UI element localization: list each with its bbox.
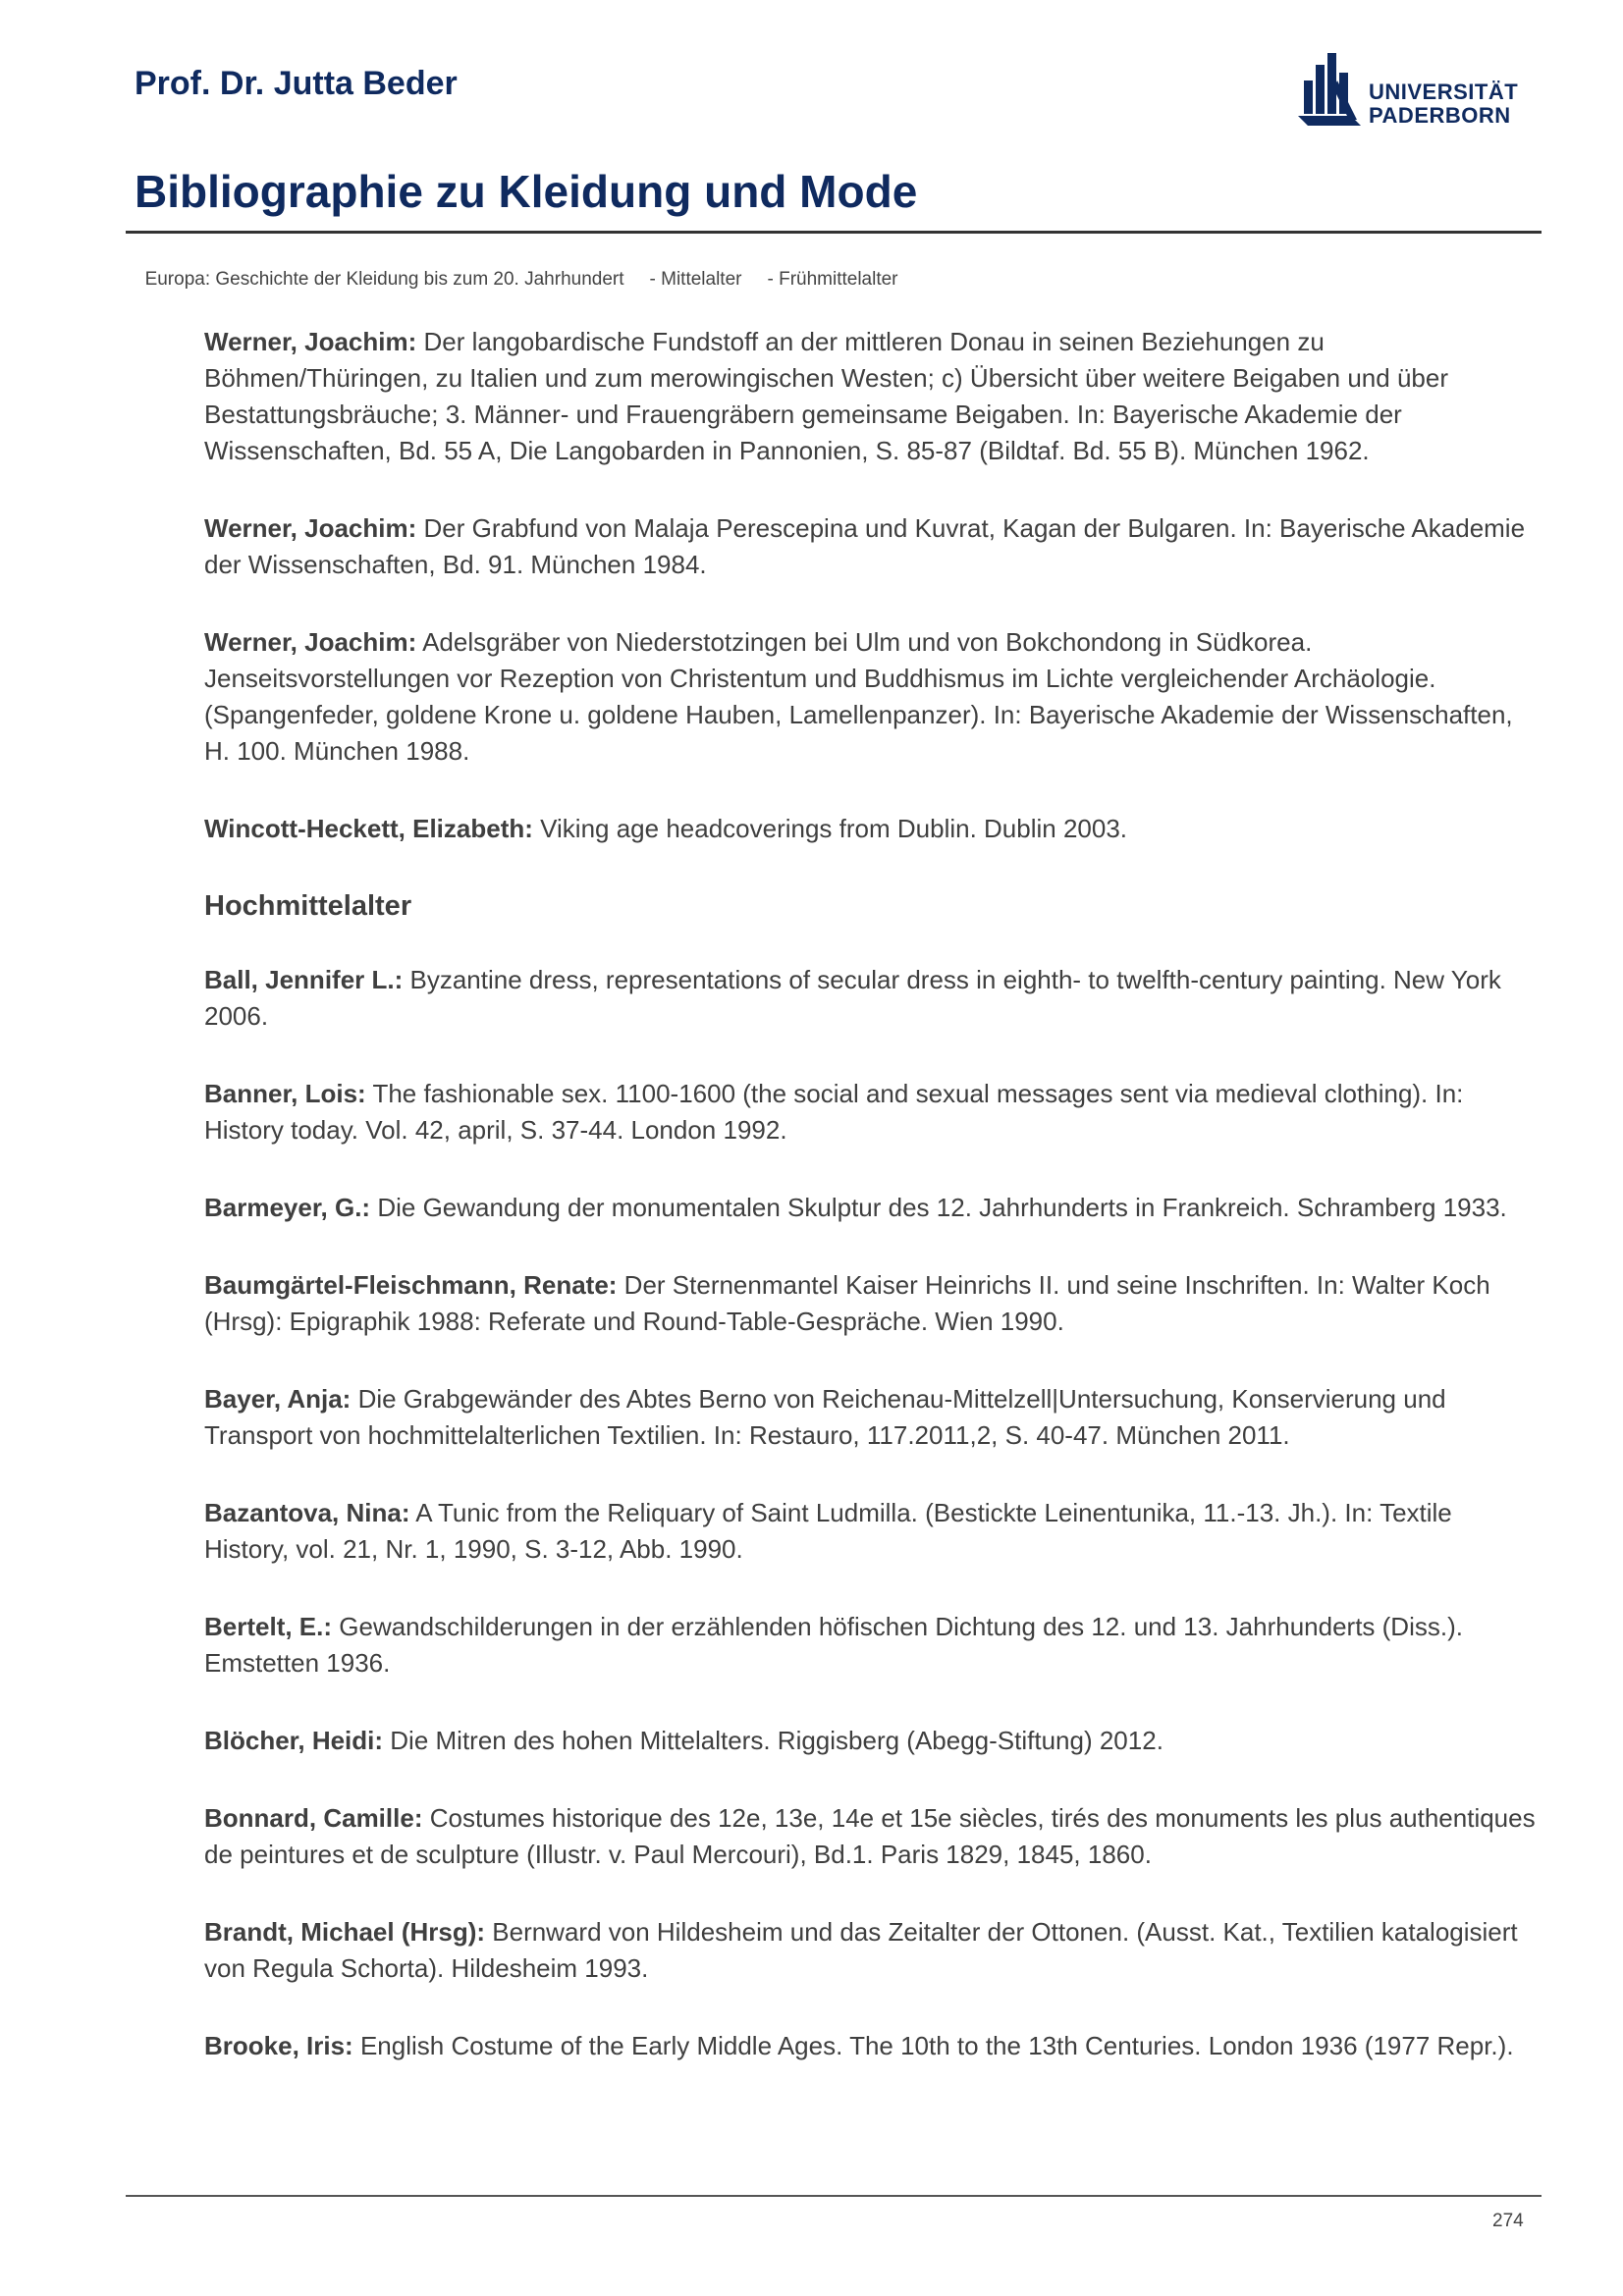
entry-text: Gewandschilderungen in der erzählenden höfischen Dichtung des 12. und 13. Jahrhunderts (Diss.). Emstetten 1936. [204,1612,1463,1678]
entry-author: Barmeyer, G.: [204,1193,371,1222]
entry-text: Die Mitren des hohen Mittelalters. Riggisberg (Abegg-Stiftung) 2012. [390,1726,1163,1755]
entry-author: Banner, Lois: [204,1079,366,1108]
entry-text: Der Grabfund von Malaja Perescepina und Kuvrat, Kagan der Bulgaren. In: Bayerische Akademie der Wissenschaften, Bd. 91. München 1984. [204,513,1526,579]
breadcrumb-item: Europa: Geschichte der Kleidung bis zum 20. Jahrhundert [144,269,624,290]
entry-author: Wincott-Heckett, Elizabeth: [204,814,533,843]
bibliography-entry [204,1076,1540,1148]
bibliography-entry [204,1190,1540,1226]
entry-author: Bazantova, Nina: [204,1498,410,1527]
author-name: Prof. Dr. Jutta Beder [135,65,458,102]
university-paderborn-logo-icon [1294,51,1367,133]
university-logo [1294,51,1530,133]
entry-text: The fashionable sex. 1100-1600 (the social and sexual messages sent via medieval clothing). In: History today. Vol. 42, april, S. 37-44. London 1992. [204,1079,1464,1145]
page-title: Bibliographie zu Kleidung und Mode [135,166,918,217]
entry-author: Ball, Jennifer L.: [204,965,404,994]
bibliography-entry [204,624,1540,770]
bibliography-entry [204,962,1540,1035]
entry-author: Werner, Joachim: [204,327,417,356]
bibliography-entry [204,1914,1540,1987]
entry-text: Der Sternenmantel Kaiser Heinrichs II. und seine Inschriften. In: Walter Koch (Hrsg): Epigraphik 1988: Referate und Round-Table-Gespräche. Wien 1990. [204,1270,1490,1336]
bibliography-entry [204,1723,1540,1759]
logo-line2: PADERBORN [1369,103,1511,128]
entry-author: Brandt, Michael (Hrsg): [204,1917,486,1947]
bibliography-entry [204,2028,1540,2064]
section-heading: Hochmittelalter [204,890,412,922]
entry-text: Der langobardische Fundstoff an der mittleren Donau in seinen Beziehungen zu Böhmen/Thüringen, zu Italien und zum merowingischen Westen; c) Übersicht über weitere Beigaben und über Bestattungsbräuche; 3. Männer- und Frauengräbern gemeinsame Beigaben. In: Bayerische Akademie der Wissenschaften, Bd. 55 A, Die Langobarden in Pannonien, S. 85-87 (Bildtaf. Bd. 55 B). München 1962. [204,327,1448,465]
page-number: 274 [1492,2211,1524,2231]
entry-author: Werner, Joachim: [204,513,417,543]
entry-text: Die Gewandung der monumentalen Skulptur des 12. Jahrhunderts in Frankreich. Schramberg 1933. [377,1193,1507,1222]
entry-author: Bayer, Anja: [204,1384,352,1414]
bibliography-entry [204,1800,1540,1873]
header-divider [126,231,1542,234]
entry-author: Werner, Joachim: [204,627,417,657]
bibliography-entry [204,1495,1540,1568]
entry-text: English Costume of the Early Middle Ages. The 10th to the 13th Centuries. London 1936 (1977 Repr.). [359,2031,1514,2060]
entry-text: Byzantine dress, representations of secular dress in eighth- to twelfth-century painting. New York 2006. [204,965,1501,1031]
entry-author: Brooke, Iris: [204,2031,353,2060]
breadcrumb [135,247,924,291]
logo-line1: UNIVERSITÄT [1369,80,1519,104]
bibliography-entry [204,1609,1540,1682]
entry-text: Adelsgräber von Niederstotzingen bei Ulm und von Bokchondong in Südkorea. Jenseitsvorstellungen vor Rezeption von Christentum und Buddhismus im Lichte vergleichender Archäologie. (Spangenfeder, goldene Krone u. goldene Hauben, Lamellenpanzer). In: Bayerische Akademie der Wissenschaften, H. 100. München 1988. [204,627,1513,766]
entry-author: Blöcher, Heidi: [204,1726,384,1755]
bibliography-entry [204,510,1540,583]
bibliography-entry [204,811,1540,847]
bibliography-entry [204,1381,1540,1454]
bibliography-entry [204,1267,1540,1340]
entry-text: Costumes historique des 12e, 13e, 14e et 15e siècles, tirés des monuments les plus authentiques de peintures et de sculpture (Illustr. v. Paul Mercouri), Bd.1. Paris 1829, 1845, 1860. [204,1803,1536,1869]
bibliography-content [204,324,1540,2106]
entry-text: Viking age headcoverings from Dublin. Dublin 2003. [540,814,1128,843]
footer-divider [126,2195,1542,2197]
bibliography-entry [204,324,1540,469]
breadcrumb-item: - Frühmittelalter [767,269,898,290]
entry-author: Bertelt, E.: [204,1612,333,1641]
breadcrumb-item: - Mittelalter [649,269,742,290]
entry-author: Baumgärtel-Fleischmann, Renate: [204,1270,618,1300]
entry-author: Bonnard, Camille: [204,1803,423,1833]
entry-text: Die Grabgewänder des Abtes Berno von Reichenau-Mittelzell|Untersuchung, Konservierung und Transport von hochmittelalterlichen Textilien. In: Restauro, 117.2011,2, S. 40-47. München 2011. [204,1384,1446,1450]
logo-wordmark [1369,80,1518,128]
entry-text: A Tunic from the Reliquary of Saint Ludmilla. (Bestickte Leinentunika, 11.-13. Jh.). In: Textile History, vol. 21, Nr. 1, 1990, S. 3-12, Abb. 1990. [204,1498,1452,1564]
entry-text: Bernward von Hildesheim und das Zeitalter der Ottonen. (Ausst. Kat., Textilien katalogisiert von Regula Schorta). Hildesheim 1993. [204,1917,1518,1983]
